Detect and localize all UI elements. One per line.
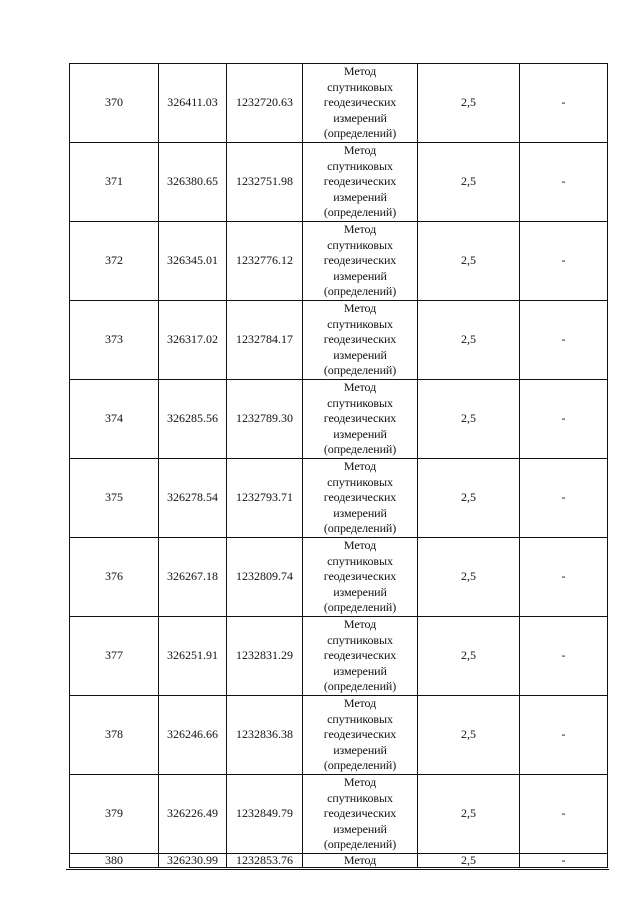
table-row [70,775,608,854]
point-number-cell: 377 [70,617,159,696]
method-line: измерений [333,584,387,599]
method-line: измерений [333,663,387,678]
method-line: спутниковых [327,632,393,647]
y-coordinate-cell: 1232809.74 [227,538,303,617]
method-line: спутниковых [327,158,393,173]
point-number-cell: 373 [70,301,159,380]
method-cell [303,538,418,617]
method-line: геодезических [323,648,397,663]
method-line: (определений) [323,442,397,457]
method-line: измерений [333,821,387,836]
table-body [70,64,608,868]
x-coordinate-cell: 326230.99 [159,854,227,868]
table-row [70,380,608,459]
method-line: спутниковых [327,790,393,805]
note-cell: - [520,380,608,459]
y-coordinate-cell: 1232784.17 [227,301,303,380]
method-line: (определений) [323,600,397,615]
note-cell: - [520,459,608,538]
method-line: спутниковых [327,553,393,568]
method-cell [303,143,418,222]
method-cell [303,617,418,696]
x-coordinate-cell: 326251.91 [159,617,227,696]
accuracy-cell: 2,5 [418,617,520,696]
page-bottom-rule [66,869,609,870]
method-line: Метод [343,143,377,158]
table-row [70,459,608,538]
note-cell: - [520,854,608,868]
method-line: Метод [343,853,377,867]
x-coordinate-cell: 326278.54 [159,459,227,538]
method-line: измерений [333,426,387,441]
method-line: Метод [343,380,377,395]
note-cell: - [520,696,608,775]
method-line: (определений) [323,521,397,536]
point-number-cell: 372 [70,222,159,301]
y-coordinate-cell: 1232720.63 [227,64,303,143]
method-line: измерений [333,347,387,362]
note-cell: - [520,301,608,380]
accuracy-cell: 2,5 [418,459,520,538]
method-line: геодезических [323,411,397,426]
method-line: спутниковых [327,237,393,252]
y-coordinate-cell: 1232836.38 [227,696,303,775]
method-line: Метод [343,696,377,711]
point-number-cell: 374 [70,380,159,459]
x-coordinate-cell: 326317.02 [159,301,227,380]
method-cell [303,854,418,868]
table-row [70,538,608,617]
table-row [70,143,608,222]
method-line: (определений) [323,205,397,220]
boundary-points-table [69,63,608,868]
method-line: Метод [343,538,377,553]
method-line: Метод [343,222,377,237]
method-line: геодезических [323,95,397,110]
point-number-cell: 380 [70,854,159,868]
method-line: спутниковых [327,395,393,410]
accuracy-cell: 2,5 [418,696,520,775]
method-line: измерений [333,110,387,125]
note-cell: - [520,64,608,143]
table-row [70,617,608,696]
accuracy-cell: 2,5 [418,538,520,617]
y-coordinate-cell: 1232831.29 [227,617,303,696]
table-row [70,696,608,775]
method-line: геодезических [323,174,397,189]
method-line: (определений) [323,758,397,773]
method-line: измерений [333,189,387,204]
method-cell [303,64,418,143]
x-coordinate-cell: 326267.18 [159,538,227,617]
x-coordinate-cell: 326411.03 [159,64,227,143]
note-cell: - [520,222,608,301]
method-line: спутниковых [327,79,393,94]
accuracy-cell: 2,5 [418,775,520,854]
table-row [70,64,608,143]
y-coordinate-cell: 1232776.12 [227,222,303,301]
point-number-cell: 376 [70,538,159,617]
note-cell: - [520,775,608,854]
method-line: измерений [333,742,387,757]
point-number-cell: 371 [70,143,159,222]
method-cell [303,222,418,301]
table-row [70,854,608,868]
accuracy-cell: 2,5 [418,222,520,301]
point-number-cell: 378 [70,696,159,775]
note-cell: - [520,617,608,696]
x-coordinate-cell: 326285.56 [159,380,227,459]
y-coordinate-cell: 1232793.71 [227,459,303,538]
accuracy-cell: 2,5 [418,301,520,380]
method-line: геодезических [323,253,397,268]
x-coordinate-cell: 326345.01 [159,222,227,301]
x-coordinate-cell: 326246.66 [159,696,227,775]
method-line: геодезических [323,490,397,505]
method-line: геодезических [323,332,397,347]
method-line: Метод [343,64,377,79]
x-coordinate-cell: 326226.49 [159,775,227,854]
method-line: (определений) [323,284,397,299]
point-number-cell: 379 [70,775,159,854]
method-line: геодезических [323,727,397,742]
method-line: Метод [343,301,377,316]
table-row [70,301,608,380]
accuracy-cell: 2,5 [418,64,520,143]
y-coordinate-cell: 1232751.98 [227,143,303,222]
y-coordinate-cell: 1232789.30 [227,380,303,459]
method-line: спутниковых [327,474,393,489]
point-number-cell: 375 [70,459,159,538]
method-line: (определений) [323,679,397,694]
table-row [70,222,608,301]
method-cell [303,696,418,775]
method-line: Метод [343,459,377,474]
accuracy-cell: 2,5 [418,143,520,222]
accuracy-cell: 2,5 [418,380,520,459]
y-coordinate-cell: 1232849.79 [227,775,303,854]
method-line: (определений) [323,837,397,852]
method-line: Метод [343,775,377,790]
method-cell [303,775,418,854]
x-coordinate-cell: 326380.65 [159,143,227,222]
method-line: Метод [343,617,377,632]
method-line: (определений) [323,126,397,141]
note-cell: - [520,538,608,617]
accuracy-cell: 2,5 [418,854,520,868]
method-line: измерений [333,268,387,283]
y-coordinate-cell: 1232853.76 [227,854,303,868]
method-line: спутниковых [327,316,393,331]
method-cell [303,380,418,459]
method-cell [303,301,418,380]
method-line: (определений) [323,363,397,378]
method-line: спутниковых [327,711,393,726]
method-cell [303,459,418,538]
method-line: геодезических [323,806,397,821]
method-line: геодезических [323,569,397,584]
note-cell: - [520,143,608,222]
point-number-cell: 370 [70,64,159,143]
method-line: измерений [333,505,387,520]
